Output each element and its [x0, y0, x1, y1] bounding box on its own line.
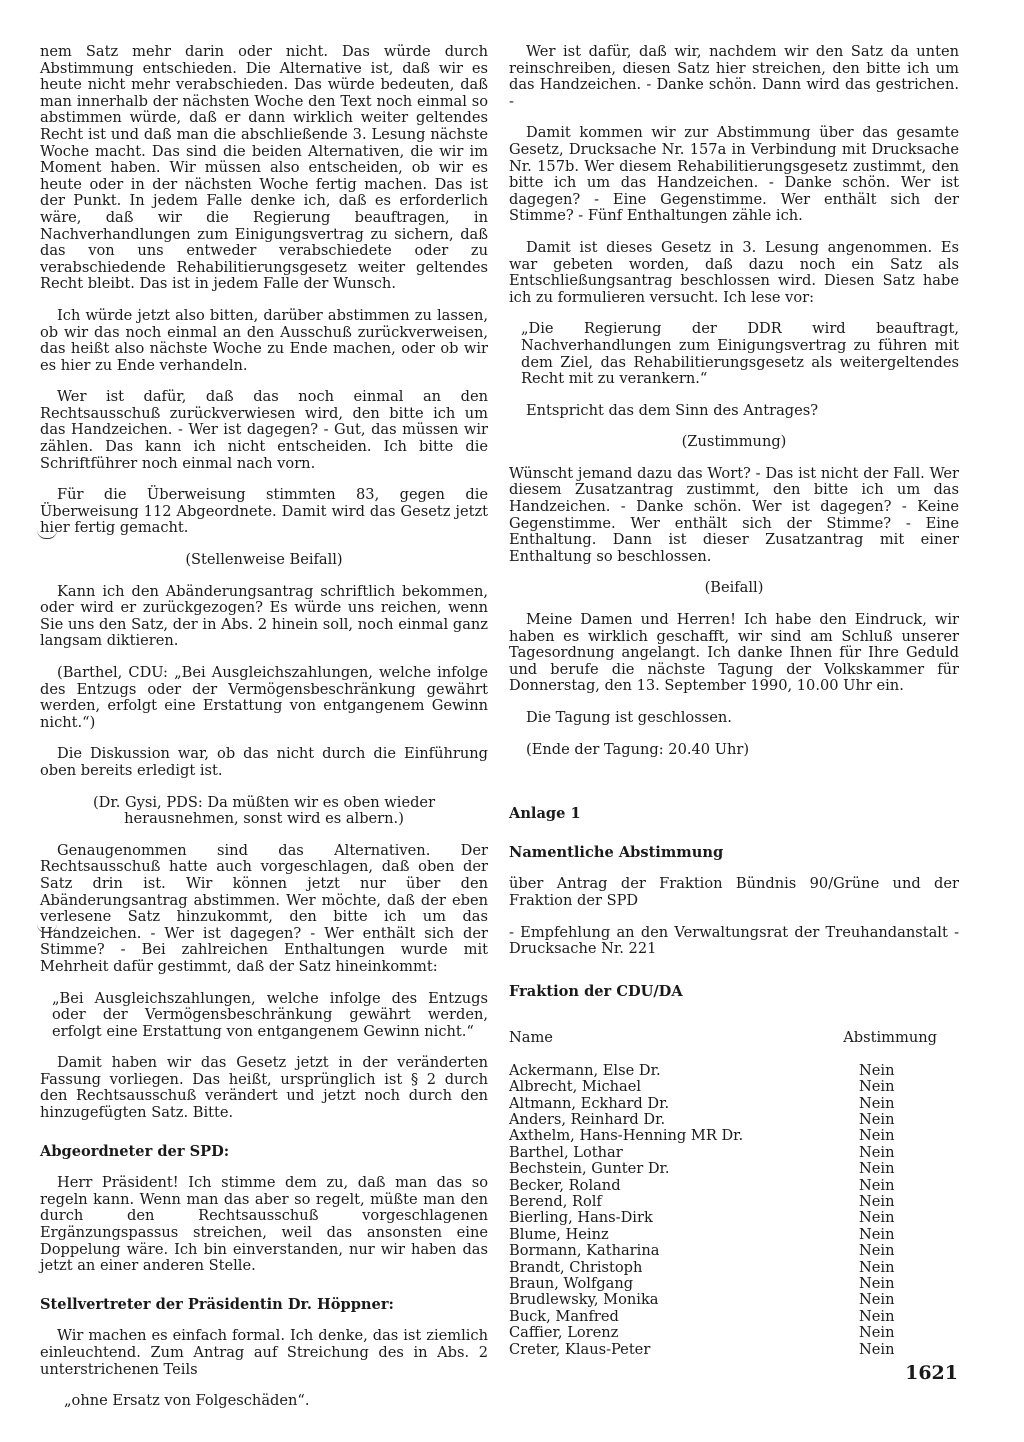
- member-vote: Nein: [859, 1061, 895, 1079]
- member-name: Braun, Wolfgang: [509, 1275, 634, 1293]
- vote-row: [509, 1292, 949, 1308]
- vote-row: [509, 1096, 949, 1112]
- quotation: „Die Regierung der DDR wird beauftragt, Nachverhandlungen zum Einigungsvertrag zu führen mit dem Ziel, das Rehabilitierungsgesetz als weitergeltendes Recht mit zu verankern.“: [521, 320, 959, 388]
- member-name: Albrecht, Michael: [509, 1078, 642, 1096]
- member-vote: Nein: [859, 1324, 895, 1342]
- member-vote: Nein: [859, 1176, 895, 1194]
- vote-row: [509, 1063, 949, 1079]
- member-vote: Nein: [859, 1225, 895, 1243]
- member-vote: Nein: [859, 1291, 895, 1309]
- member-name: Altmann, Eckhard Dr.: [509, 1094, 670, 1112]
- member-name: Brandt, Christoph: [509, 1258, 643, 1276]
- vote-row: [509, 1276, 949, 1292]
- stage-direction: (Stellenweise Beifall): [185, 551, 343, 569]
- member-vote: Nein: [859, 1193, 895, 1210]
- member-vote: Nein: [859, 1275, 895, 1293]
- vote-row: [509, 1210, 949, 1226]
- member-name: Berend, Rolf: [509, 1193, 602, 1210]
- paragraph: Herr Präsident! Ich stimme dem zu, daß man das so regeln kann. Wenn man das aber so regelt, müßte man den durch den Rechtsausschuß vorgeschlagenen Ergänzungspassus streichen, weil das ansonsten eine Doppelung wäre. Ich bin einverstanden, nur wir haben das jetzt an einer anderen Stelle.: [40, 1174, 488, 1275]
- stage-direction: (Dr. Gysi, PDS: Da müßten wir es oben wieder herausnehmen, sonst wird es albern.): [92, 793, 436, 828]
- vote-row: [509, 1178, 949, 1194]
- vote-row: [509, 1145, 949, 1161]
- section-heading: Namentliche Abstimmung: [509, 843, 724, 861]
- member-name: Bormann, Katharina: [509, 1242, 660, 1260]
- paragraph: Wir machen es einfach formal. Ich denke, das ist ziemlich einleuchtend. Zum Antrag auf Streichung des in Abs. 2 unterstrichenen Teils: [40, 1327, 488, 1378]
- paragraph: Meine Damen und Herren! Ich habe den Eindruck, wir haben es wirklich geschafft, wir sind am Schluß unserer Tagesordnung angelangt. Ich danke Ihnen für Ihre Geduld und berufe die nächste Tagung der Volkskammer für Donnerstag, den 13. September 1990, 10.00 Uhr ein.: [509, 611, 959, 695]
- member-name: Bierling, Hans-Dirk: [509, 1209, 653, 1227]
- member-name: Anders, Reinhard Dr.: [509, 1110, 666, 1128]
- vote-table-rows: [509, 1063, 949, 1358]
- member-name: Brudlewsky, Monika: [509, 1291, 659, 1309]
- section-heading: Abgeordneter der SPD:: [40, 1142, 230, 1160]
- member-name: Ackermann, Else Dr.: [509, 1061, 661, 1079]
- paragraph: Ich würde jetzt also bitten, darüber abstimmen zu lassen, ob wir das noch einmal an den Ausschuß zurückverweisen, das heißt also nächste Woche zu Ende machen, oder ob wir es hier zu Ende verhandeln.: [40, 306, 488, 374]
- paragraph: Damit kommen wir zur Abstimmung über das gesamte Gesetz, Drucksache Nr. 157a in Verbindung mit Drucksache Nr. 157b. Wer diesem Rehabilitierungsgesetz zustimmt, den bitte ich um das Handzeichen. - Danke schön. Wer ist dagegen? - Eine Gegenstimme. Wer enthält sich der Stimme? - Fünf Enthaltungen zähle ich.: [509, 124, 959, 225]
- paragraph: Damit haben wir das Gesetz jetzt in der veränderten Fassung vorliegen. Das heißt, ursprünglich ist § 2 durch den Rechtsausschuß verändert und jetzt noch durch den hinzugefügten Satz. Bitte.: [40, 1054, 488, 1122]
- paragraph: Damit ist dieses Gesetz in 3. Lesung angenommen. Es war gebeten worden, daß dazu noch ein Satz als Entschließungsantrag beschlossen wird. Diesen Satz habe ich zu formulieren versucht. Ich lese vor:: [509, 238, 959, 306]
- member-name: Blume, Heinz: [509, 1225, 609, 1243]
- member-vote: Nein: [859, 1258, 895, 1276]
- vote-row: [509, 1194, 949, 1210]
- quotation: „Bei Ausgleichszahlungen, welche infolge des Entzugs oder der Vermögensbeschränkung gewährt werden, erfolgt eine Erstattung von entgangenem Gewinn nicht.“: [52, 989, 488, 1040]
- member-vote: Nein: [859, 1078, 895, 1096]
- paragraph: Für die Überweisung stimmten 83, gegen die Überweisung 112 Abgeordnete. Damit wird das Gesetz jetzt hier fertig gemacht.: [40, 486, 488, 537]
- member-name: Caffier, Lorenz: [509, 1324, 619, 1342]
- vote-row: [509, 1112, 949, 1128]
- member-vote: Nein: [859, 1094, 895, 1112]
- member-vote: Nein: [859, 1160, 895, 1178]
- vote-row: [509, 1342, 949, 1358]
- right-column: [509, 44, 959, 1358]
- stage-direction: (Zustimmung): [681, 433, 787, 451]
- vote-row: [509, 1161, 949, 1177]
- paragraph: Die Tagung ist geschlossen.: [526, 709, 732, 726]
- page-number: 1621: [905, 1362, 958, 1384]
- paragraph: Entspricht das dem Sinn des Antrages?: [526, 401, 819, 419]
- paragraph: Die Diskussion war, ob das nicht durch die Einführung oben bereits erledigt ist.: [40, 745, 488, 779]
- member-vote: Nein: [859, 1242, 895, 1260]
- member-name: Axthelm, Hans-Henning MR Dr.: [509, 1127, 744, 1145]
- section-heading: Anlage 1: [509, 805, 581, 823]
- vote-table-header: [509, 1030, 949, 1046]
- vote-row: [509, 1260, 949, 1276]
- paragraph: Kann ich den Abänderungsantrag schriftlich bekommen, oder wird er zurückgezogen? Es würde uns reichen, wenn Sie uns den Satz, der in Abs. 2 hinein soll, noch einmal ganz langsam diktieren.: [40, 582, 488, 650]
- vote-row: [509, 1128, 949, 1144]
- paragraph: Wer ist dafür, daß das noch einmal an den Rechtsausschuß zurückverwiesen wird, den bitte ich um das Handzeichen. - Wer ist dagegen? - Gut, das müssen wir zählen. Das kann ich nicht entscheiden. Ich bitte die Schriftführer noch einmal nach vorn.: [40, 388, 488, 472]
- paragraph: Wünscht jemand dazu das Wort? - Das ist nicht der Fall. Wer diesem Zusatzantrag zustimmt, den bitte ich um das Handzeichen. - Danke schön. Wer ist dagegen? - Keine Gegenstimme. Wer enthält sich der Stimme? - Eine Enthaltung. Dann ist dieser Zusatzantrag mit einer Enthaltung so beschlossen.: [509, 464, 959, 565]
- vote-table: [509, 1030, 949, 1358]
- member-name: Creter, Klaus-Peter: [509, 1340, 651, 1358]
- section-heading: Fraktion der CDU/DA: [509, 982, 683, 1000]
- member-name: Bechstein, Gunter Dr.: [509, 1160, 670, 1178]
- member-name: Becker, Roland: [509, 1176, 621, 1194]
- paragraph: (Barthel, CDU: „Bei Ausgleichszahlungen, welche infolge des Entzugs oder der Vermögensbeschränkung gewährt werden, erfolgt eine Erstattung von entgangenem Gewinn nicht.“): [40, 664, 488, 731]
- paragraph: - Empfehlung an den Verwaltungsrat der Treuhandanstalt - Drucksache Nr. 221: [509, 923, 959, 958]
- paragraph: über Antrag der Fraktion Bündnis 90/Grüne und der Fraktion der SPD: [509, 875, 959, 909]
- section-heading: Stellvertreter der Präsidentin Dr. Höppner:: [40, 1295, 394, 1313]
- member-vote: Nein: [859, 1110, 895, 1128]
- vote-row: [509, 1309, 949, 1325]
- paragraph: (Ende der Tagung: 20.40 Uhr): [526, 740, 750, 758]
- vote-row: [509, 1079, 949, 1095]
- vote-row: [509, 1227, 949, 1243]
- member-name: Barthel, Lothar: [509, 1143, 623, 1161]
- paragraph: Wer ist dafür, daß wir, nachdem wir den Satz da unten reinschreiben, diesen Satz hier streichen, den bitte ich um das Handzeichen. - Danke schön. Dann wird das gestrichen. -: [509, 43, 959, 110]
- quotation: „ohne Ersatz von Folgeschäden“.: [64, 1392, 310, 1410]
- vote-row: [509, 1325, 949, 1341]
- member-vote: Nein: [859, 1209, 895, 1227]
- vote-table-header-vote: Abstimmung: [843, 1029, 937, 1047]
- member-vote: Nein: [859, 1127, 895, 1145]
- member-vote: Nein: [859, 1340, 895, 1358]
- member-vote: Nein: [859, 1143, 895, 1161]
- vote-table-header-name: Name: [509, 1029, 553, 1047]
- stage-direction: (Beifall): [704, 579, 764, 597]
- member-vote: Nein: [859, 1307, 895, 1325]
- member-name: Buck, Manfred: [509, 1307, 619, 1325]
- paragraph: Genaugenommen sind das Alternativen. Der Rechtsausschuß hatte auch vorgeschlagen, daß oben der Satz drin ist. Wir können jetzt nur über den Abänderungsantrag abstimmen. Wer möchte, daß der eben verlesene Satz hinzukommt, den bitte ich um das Handzeichen. - Wer ist dagegen? - Wer enthält sich der Stimme? - Bei zahlreichen Enthaltungen wurde mit Mehrheit dafür gestimmt, daß der Satz hineinkommt:: [40, 841, 488, 975]
- right-column-text: [509, 44, 959, 1000]
- left-column: [40, 44, 488, 1425]
- vote-row: [509, 1243, 949, 1259]
- paragraph: nem Satz mehr darin oder nicht. Das würde durch Abstimmung entschieden. Die Alternative ist, daß wir es heute nicht mehr verabschieden. Das würde bedeuten, daß man innerhalb der nächsten Woche den Text noch einmal so abstimmen würde, daß er dann wirklich weiter geltendes Recht ist und daß man die abschließende 3. Lesung nächste Woche macht. Das sind die beiden Alternativen, die wir im Moment haben. Wir müssen also entscheiden, ob wir es heute oder in der nächsten Woche fertig machen. Das ist der Punkt. In jedem Falle denke ich, daß es erforderlich wäre, daß wir die Regierung beauftragen, in Nachverhandlungen zum Einigungsvertrag zu sichern, daß das von uns entweder verabschiedete oder zu verabschiedende Rehabilitierungsgesetz weiter geltendes Recht bleibt. Das ist in jedem Falle der Wunsch.: [40, 43, 488, 293]
